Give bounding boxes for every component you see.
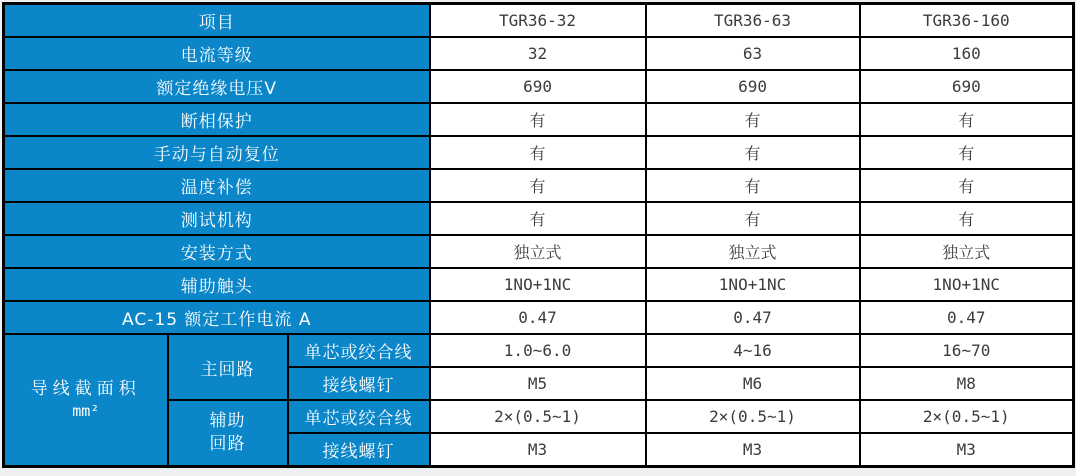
cell-value: 1.0~6.0 (430, 334, 646, 367)
cell-value: 690 (646, 70, 860, 103)
column-header-model-1: TGR36-32 (430, 4, 646, 38)
table-row-auxiliary-contacts (4, 268, 1074, 301)
cell-value: 有 (860, 103, 1074, 136)
table-row-current-rating (4, 37, 1074, 70)
cell-value: 2×(0.5~1) (646, 400, 860, 433)
cell-value: 1NO+1NC (860, 268, 1074, 301)
cell-value: M3 (430, 433, 646, 467)
row-label: 辅助触头 (4, 268, 430, 301)
row-label: 手动与自动复位 (4, 136, 430, 169)
table-row-phase-failure-protection (4, 103, 1074, 136)
row-label: 测试机构 (4, 202, 430, 235)
table-row-test-mechanism (4, 202, 1074, 235)
cell-value: 有 (860, 202, 1074, 235)
cell-value: 有 (430, 202, 646, 235)
row-label: 安装方式 (4, 235, 430, 268)
subgroup-label-aux-circuit (168, 400, 288, 467)
group-label-line1: 导线截面积 (30, 379, 141, 400)
table-row-insulation-voltage (4, 70, 1074, 103)
subgroup-label-line1: 辅助 (209, 411, 246, 432)
row-label: 接线螺钉 (288, 367, 430, 400)
cell-value: 有 (646, 136, 860, 169)
cell-value: 有 (646, 169, 860, 202)
column-header-model-2: TGR36-63 (646, 4, 860, 38)
subgroup-label-line2: 回路 (209, 434, 246, 454)
cell-value: 有 (430, 136, 646, 169)
table-row-main-circuit-wire (4, 334, 1074, 367)
table-row-mounting-type (4, 235, 1074, 268)
cell-value: M5 (430, 367, 646, 400)
subgroup-label-main-circuit: 主回路 (168, 334, 288, 400)
cell-value: 1NO+1NC (430, 268, 646, 301)
table-row-ac15-rated-current (4, 301, 1074, 334)
cell-value: 690 (860, 70, 1074, 103)
cell-value: 独立式 (646, 235, 860, 268)
cell-value: 有 (430, 103, 646, 136)
header-item-label: 项目 (4, 4, 430, 38)
row-label: 断相保护 (4, 103, 430, 136)
column-header-model-3: TGR36-160 (860, 4, 1074, 38)
cell-value: 32 (430, 37, 646, 70)
cell-value: 独立式 (860, 235, 1074, 268)
row-label: 额定绝缘电压V (4, 70, 430, 103)
cell-value: 2×(0.5~1) (860, 400, 1074, 433)
cell-value: 16~70 (860, 334, 1074, 367)
cell-value: 0.47 (430, 301, 646, 334)
cell-value: 有 (430, 169, 646, 202)
cell-value: 0.47 (646, 301, 860, 334)
group-label-unit-mm2: mm² (72, 402, 100, 421)
group-label-wire-cross-section (4, 334, 168, 467)
cell-value: 2×(0.5~1) (430, 400, 646, 433)
cell-value: 0.47 (860, 301, 1074, 334)
cell-value: M8 (860, 367, 1074, 400)
table-row-manual-auto-reset (4, 136, 1074, 169)
cell-value: 4~16 (646, 334, 860, 367)
cell-value: M3 (646, 433, 860, 467)
cell-value: 63 (646, 37, 860, 70)
cell-value: 有 (860, 169, 1074, 202)
cell-value: 1NO+1NC (646, 268, 860, 301)
cell-value: 有 (860, 136, 1074, 169)
cell-value: 有 (646, 103, 860, 136)
cell-value: M6 (646, 367, 860, 400)
table-row-header (4, 4, 1074, 38)
table-row-temperature-compensation (4, 169, 1074, 202)
cell-value: M3 (860, 433, 1074, 467)
cell-value: 690 (430, 70, 646, 103)
row-label: 温度补偿 (4, 169, 430, 202)
row-label: AC-15 额定工作电流 A (4, 301, 430, 334)
spec-table (2, 2, 1075, 468)
cell-value: 独立式 (430, 235, 646, 268)
cell-value: 有 (646, 202, 860, 235)
row-label: 单芯或绞合线 (288, 334, 430, 367)
cell-value: 160 (860, 37, 1074, 70)
row-label: 接线螺钉 (288, 433, 430, 467)
row-label: 电流等级 (4, 37, 430, 70)
row-label: 单芯或绞合线 (288, 400, 430, 433)
